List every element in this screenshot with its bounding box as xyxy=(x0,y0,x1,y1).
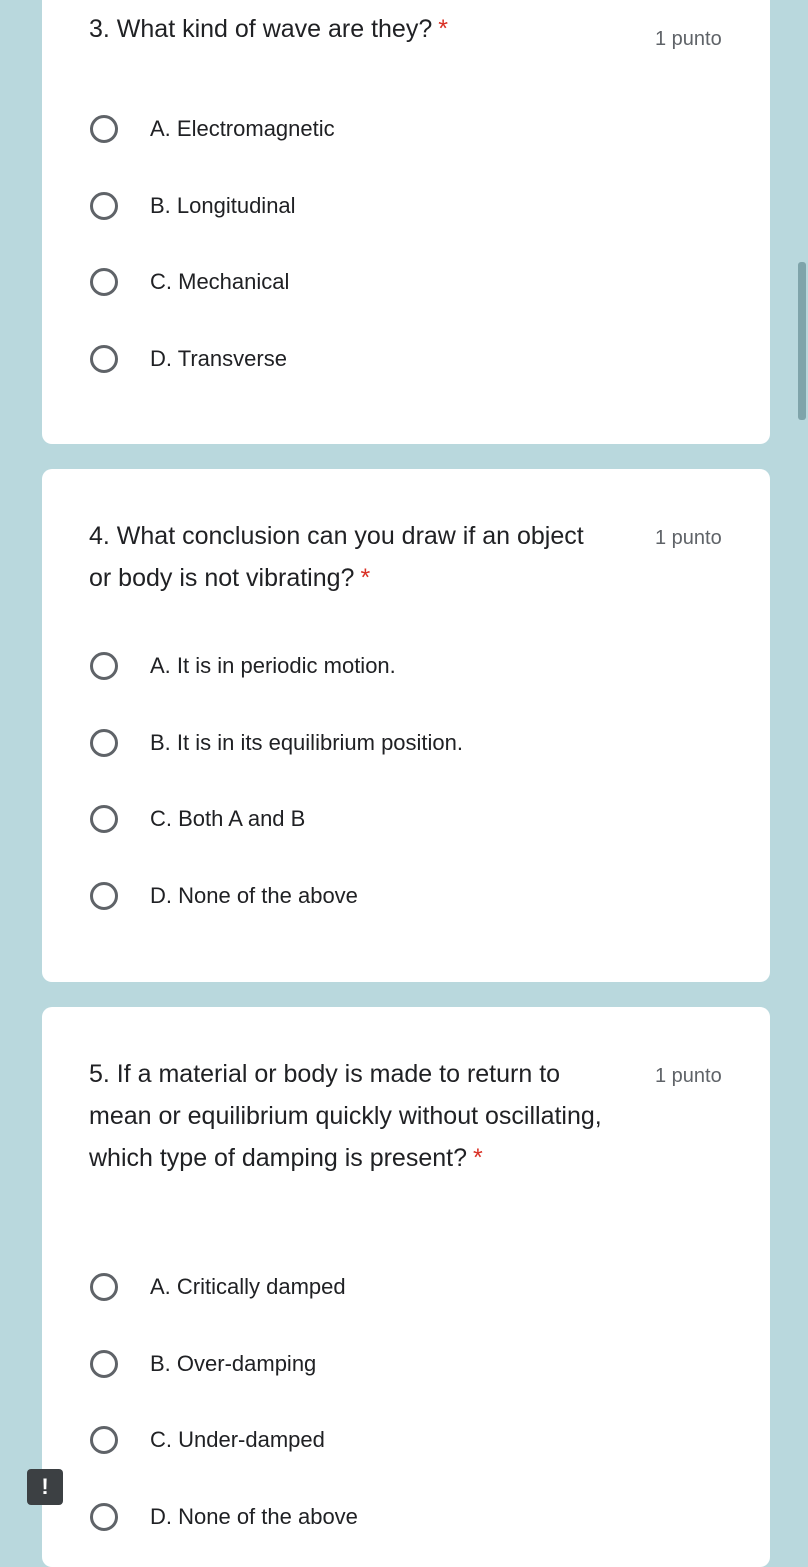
option-c[interactable] xyxy=(90,262,690,302)
option-b[interactable] xyxy=(90,723,690,763)
radio-button[interactable] xyxy=(90,1350,118,1378)
points-label: 1 punto xyxy=(655,1065,722,1087)
option-a[interactable] xyxy=(90,1267,690,1307)
option-c[interactable] xyxy=(90,799,690,839)
option-label: C. Mechanical xyxy=(150,269,290,294)
question-title xyxy=(89,8,629,50)
radio-button[interactable] xyxy=(90,115,118,143)
option-label: B. Over-damping xyxy=(150,1351,317,1376)
option-label: A. Critically damped xyxy=(150,1274,346,1299)
radio-button[interactable] xyxy=(90,805,118,833)
option-label: A. It is in periodic motion. xyxy=(150,653,396,678)
option-label: A. Electromagnetic xyxy=(150,116,335,141)
alert-icon[interactable]: ! xyxy=(27,1469,63,1505)
question-card-5 xyxy=(42,1007,770,1567)
option-a[interactable] xyxy=(90,646,690,686)
question-card-4 xyxy=(42,469,770,982)
option-label: C. Both A and B xyxy=(150,806,306,831)
radio-button[interactable] xyxy=(90,729,118,757)
option-b[interactable] xyxy=(90,1344,690,1384)
scrollbar[interactable] xyxy=(798,262,806,420)
radio-button[interactable] xyxy=(90,345,118,373)
option-d[interactable] xyxy=(90,1497,690,1537)
required-asterisk: * xyxy=(438,15,448,43)
question-title xyxy=(89,515,589,599)
points-label: 1 punto xyxy=(655,527,722,549)
radio-button[interactable] xyxy=(90,652,118,680)
option-label: B. It is in its equilibrium position. xyxy=(150,730,464,755)
question-card-3 xyxy=(42,0,770,444)
question-title xyxy=(89,1053,629,1179)
question-text: 3. What kind of wave are they? xyxy=(89,15,433,43)
radio-button[interactable] xyxy=(90,1273,118,1301)
radio-button[interactable] xyxy=(90,882,118,910)
option-label: C. Under-damped xyxy=(150,1427,325,1452)
option-b[interactable] xyxy=(90,186,690,226)
radio-button[interactable] xyxy=(90,1503,118,1531)
option-d[interactable] xyxy=(90,876,690,916)
option-c[interactable] xyxy=(90,1420,690,1460)
option-label: D. None of the above xyxy=(150,1504,358,1529)
question-text: 4. What conclusion can you draw if an object or body is not vibrating? xyxy=(89,522,584,592)
option-label: B. Longitudinal xyxy=(150,193,296,218)
question-text: 5. If a material or body is made to return to mean or equilibrium quickly without oscillating, which type of damping is present? xyxy=(89,1060,602,1172)
points-label: 1 punto xyxy=(655,28,722,50)
option-a[interactable] xyxy=(90,109,690,149)
radio-button[interactable] xyxy=(90,268,118,296)
required-asterisk: * xyxy=(360,564,371,592)
option-label: D. None of the above xyxy=(150,883,358,908)
option-label: D. Transverse xyxy=(150,346,287,371)
radio-button[interactable] xyxy=(90,1426,118,1454)
option-d[interactable] xyxy=(90,339,690,379)
required-asterisk: * xyxy=(473,1144,483,1172)
radio-button[interactable] xyxy=(90,192,118,220)
